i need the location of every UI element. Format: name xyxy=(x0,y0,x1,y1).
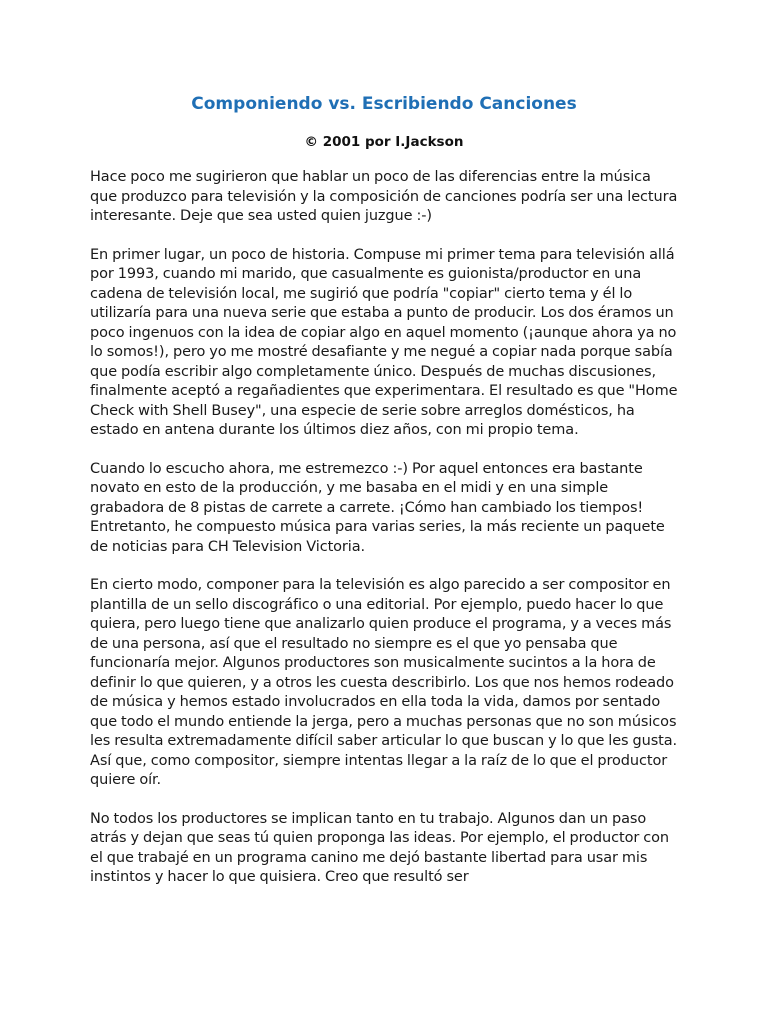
document-title: Componiendo vs. Escribiendo Canciones xyxy=(191,94,577,114)
paragraph-5: No todos los productores se implican tanto en tu trabajo. Algunos dan un paso atrás y dejan que seas tú quien proponga las ideas. Por ejemplo, el productor con el que trabajé en un programa canino me dejó bastante libertad para usar mis instintos y hacer lo que quisiera. Creo que resultó ser xyxy=(90,810,669,885)
paragraph-1: Hace poco me sugirieron que hablar un poco de las diferencias entre la música que produzco para televisión y la composición de canciones podría ser una lectura interesante. Deje que sea usted quien juzgue :-) xyxy=(90,169,678,224)
document-author: © 2001 por I.Jackson xyxy=(304,134,464,150)
paragraph-4: En cierto modo, componer para la televisión es algo parecido a ser compositor en plantilla de un sello discográfico o una editorial. Por ejemplo, puedo hacer lo que quiera, pero luego tiene que analizarlo quien produce el programa, y a veces más de una persona, así que el resultado no siempre es el que yo pensaba que funcionaría mejor. Algunos productores son musicalmente sucintos a la hora de definir lo que quieren, y a otros les cuesta describirlo. Los que nos hemos rodeado de música y hemos estado involucrados en ella toda la vida, damos por sentado que todo el mundo entiende la jerga, pero a muchas personas que no son músicos les resulta extremadamente difícil saber articular lo que buscan y lo que les gusta. Así que, como compositor, siempre intentas llegar a la raíz de lo que el productor quiere oír. xyxy=(90,577,678,788)
paragraph-3: Cuando lo escucho ahora, me estremezco :-) Por aquel entonces era bastante novato en esto de la producción, y me basaba en el midi y en una simple grabadora de 8 pistas de carrete a carrete. ¡Cómo han cambiado los tiempos! Entretanto, he compuesto música para varias series, la más reciente un paquete de noticias para CH Television Victoria. xyxy=(90,460,665,555)
paragraph-2: En primer lugar, un poco de historia. Compuse mi primer tema para televisión allá por 1993, cuando mi marido, que casualmente es guionista/productor en una cadena de televisión local, me sugirió que podría "copiar" cierto tema y él lo utilizaría para una nueva serie que estaba a punto de producir. Los dos éramos un poco ingenuos con la idea de copiar algo en aquel momento (¡aunque ahora ya no lo somos!), pero yo me mostré desafiante y me negué a copiar nada porque sabía que podía escribir algo completamente único. Después de muchas discusiones, finalmente aceptó a regañadientes que experimentara. El resultado es que "Home Check with Shell Busey", una especie de serie sobre arreglos domésticos, ha estado en antena durante los últimos diez años, con mi propio tema. xyxy=(90,246,678,438)
